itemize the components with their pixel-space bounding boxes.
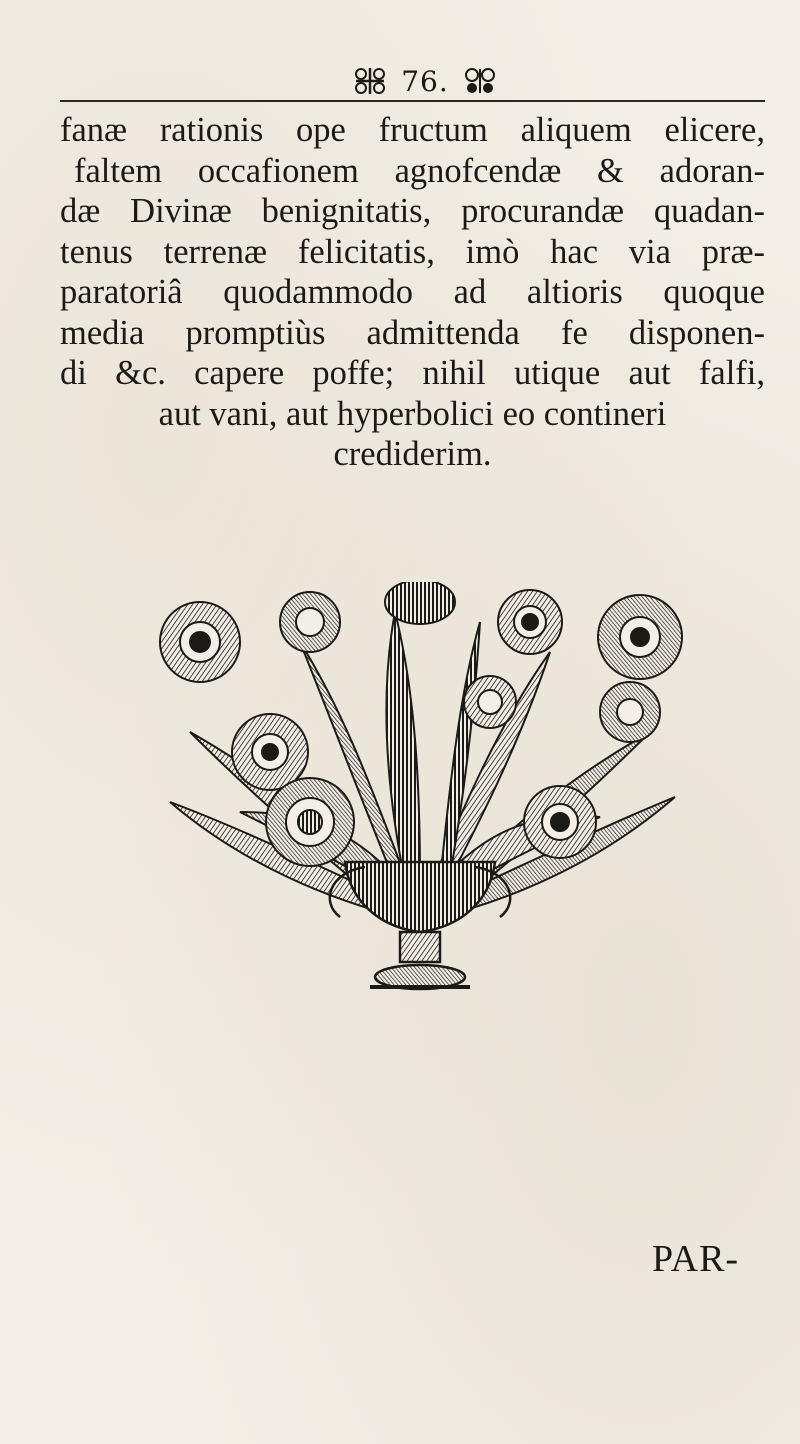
text-line: tenus terrenæ felicitatis, imò hac via præ- — [60, 232, 765, 271]
text-line: paratoriâ quodammodo ad altioris quoque — [60, 273, 765, 311]
running-header — [60, 62, 765, 104]
flower-heads — [160, 582, 682, 866]
text-line: di &c. capere poffe; nihil utique aut falfi, — [60, 354, 765, 392]
text-line: crediderim. — [333, 435, 492, 473]
flower-vase-engraving-icon — [130, 582, 710, 1012]
text-line: dæ Divinæ benignitatis, procurandæ quadan- — [60, 192, 765, 230]
text-line: faltem occafionem agnofcendæ & adoran- — [74, 151, 765, 190]
fleuron-left-icon — [353, 66, 387, 96]
catchword: PAR- — [652, 1238, 740, 1280]
page-number: 76. — [401, 64, 449, 98]
header-rule — [60, 100, 765, 102]
header-center — [310, 62, 540, 100]
vase — [330, 862, 510, 989]
text-line: media promptiùs admittenda fe disponen- — [60, 313, 765, 352]
text-line: aut vani, aut hyperbolici eo contineri — [158, 394, 667, 433]
text-line: fanæ rationis ope fructum aliquem elicere, — [60, 111, 765, 149]
fleuron-right-icon — [463, 66, 497, 96]
body-paragraph — [60, 110, 765, 475]
